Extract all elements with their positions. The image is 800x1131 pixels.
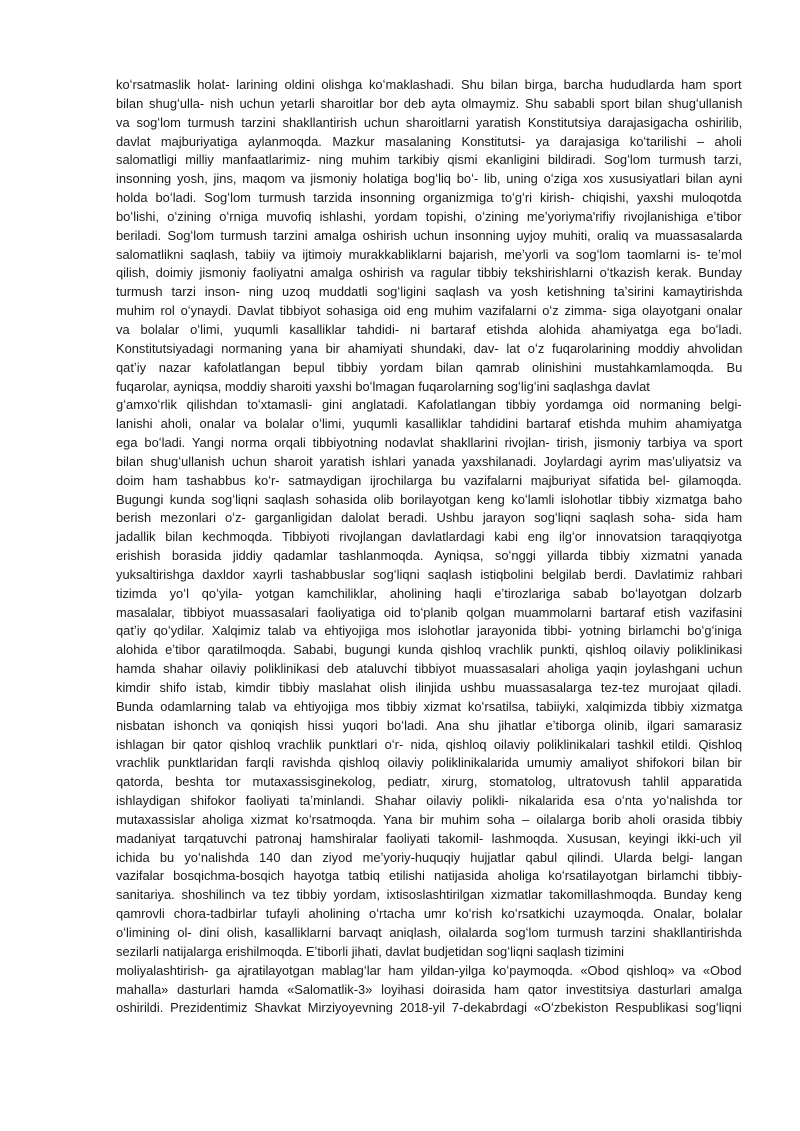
body-text-line: boʻlishi, oʻzining oʻrniga muvofiq ishlashi, yordam topishi, oʻzining meʼyoriyma'rifiy rivojlanishiga eʼtibor xyxy=(116,208,742,224)
body-text-line: qatʼiy nazar kafolatlangan bepul tibbiy yordam bilan qamrab olinishini mustahkamlamoqda. Bu xyxy=(116,359,743,375)
body-text-line: va bolalar oʻlimi, yuqumli kasalliklar tahdidi- ni bartaraf etishda alohida ahamiyatga ega boʻladi. xyxy=(116,321,743,337)
body-text-line: qilish, doimiy jismoniy faoliyatni amalga oshirish va ragular tibbiy tekshirishlarni oʻtkazish kerak. Bunday xyxy=(116,265,742,281)
body-text-line: hamda shahar oilaviy poliklinikasi deb ataluvchi tibbiyot muassasalari aholiga yaqin joylashgani uchun xyxy=(116,661,743,677)
body-text-line: mahalla» dasturlari hamda «Salomatlik-3» loyihasi doirasida ham qator investitsiya dasturlari amalga xyxy=(116,981,742,997)
body-text-line: tizimda yoʻl qoʻyila- yotgan kamchiliklar, aholining haqli eʼtirozlariga sabab boʻlayotgan dolzarb xyxy=(116,585,742,601)
body-text-line: bilan shugʻullanish uchun sharoit yaratish ishlari yanada yaxshilanadi. Joylardagi ayrim masʼuliyatsiz va xyxy=(116,453,742,469)
body-text-line: fuqarolar, ayniqsa, moddiy sharoiti yaxshi boʻlmagan fuqarolarning sogʻligʻini saqlashga davlat xyxy=(116,378,650,394)
body-text-line: davlat majburiyatiga aylanmoqda. Mazkur masalaning Konstitutsi- ya darajasiga koʻtarilishi – aholi xyxy=(116,133,742,149)
body-text-line: bilan shugʻulla- nish uchun yetarli sharoitlar bor deb ayta olmaymiz. Shu sababli sport bilan shugʻullanish xyxy=(116,95,743,111)
body-text-line: gʻamxoʻrlik qilishdan toʻxtamasli- gini anglatadi. Kafolatlangan tibbiy yordamga oid normaning belgi- xyxy=(116,397,742,413)
body-text-line: nisbatan ishonch va qoniqish hissi yuqori boʻladi. Ana shu jihatlar eʼtiborga olinib, ilgari samarasiz xyxy=(116,717,743,733)
body-text-line: qatorda, beshta tor mutaxassisginekolog, pediatr, xirurg, stomatolog, ultratovush tahlil apparatida xyxy=(116,774,742,790)
body-text-line: turmush tarzi inson- ning uzoq muddatli sogʻligini saqlash va yosh ketishning taʼsirini kamaytirishda xyxy=(116,284,743,300)
body-text-line: alohida eʼtibor qaratilmoqda. Sababi, bugungi kunda qishloq vrachlik punkti, qishloq oilaviy poliklinikasi xyxy=(116,642,743,658)
body-text-line: muhim rol oʻynaydi. Davlat tibbiyot sohasiga oid eng muhim vazifalarni oʻz zimma- siga olayotgani onalar xyxy=(116,303,743,319)
body-text-line: lanishi aholi, onalar va bolalar oʻlimi, yuqumli kasalliklar tahdidini bartaraf etishda muhim ahamiyatga xyxy=(116,416,742,432)
body-text-line: madaniyat tarqatuvchi patronaj hamshiralar faoliyati takomil- lashmoqda. Xususan, keyingi ikki-uch yil xyxy=(116,830,742,846)
body-text-line: ichida bu yoʻnalishda 140 dan ziyod meʼyoriy-huquqiy hujjatlar qabul qilindi. Ularda belgi- langan xyxy=(116,849,743,865)
body-text-line: Bunda odamlarning talab va ehtiyojiga mos tibbiy xizmat koʻrsatilsa, tabiiyki, xalqimizda tibbiy xizmatga xyxy=(116,698,743,714)
body-text-line: oshirildi. Prezidentimiz Shavkat Mirziyoyevning 2018-yil 7-dekabrdagi «Oʻzbekiston Respublikasi sogʻliqni xyxy=(116,1000,742,1016)
body-text-line: ega boʻladi. Yangi norma orqali tibbiyotning nodavlat shakllarini rivojlan- tirish, jismoniy tarbiya va sport xyxy=(116,435,743,451)
body-text-line: vrachlik punktlaridan farqli ravishda qishloq oilaviy poliklinikalarida umumiy amaliyot shifokori bilan bir xyxy=(116,755,742,771)
body-text-line: jadallik bilan kechmoqda. Tibbiyoti rivojlangan davlatlardagi kabi eng ilgʻor innovatsion taraqqiyotga xyxy=(116,529,742,545)
body-text-line: moliyalashtirish- ga ajratilayotgan mablagʻlar ham yildan-yilga koʻpaymoqda. «Obod qishloq» va «Obod xyxy=(116,962,742,978)
body-text-line: masalalar, tibbiyot muassasalari faoliyatiga oid toʻplanib qolgan muammolarni bartaraf etish vazifasini xyxy=(116,604,743,620)
body-text-line: yuksaltirishga daxldor xayrli tashabbuslar sogʻliqni saqlash istiqbolini belgilab berdi. Davlatimiz rahbari xyxy=(116,566,743,582)
body-text-line: salomatlikni saqlash, tabiiy va ijtimoiy murakkabliklarni bajarish, meʼyorli va sogʻlom taomlarni is- teʼmol xyxy=(116,246,742,262)
body-text-line: insonning yosh, jins, maqom va jismoniy holatiga bogʻliq boʻ- lib, uning oʻziga xos xususiyatlari bilan ayni xyxy=(116,171,743,187)
body-text-line: kimdir shifo istab, kimdir tibbiy maslahat olish ilinjida ushbu muassasalarga tez-tez murojaat qiladi. xyxy=(116,680,742,695)
body-text-line: ishlaydigan shifokor faoliyati taʼminlandi. Shahar oilaviy polikli- nikalarida esa oʻnta yoʻnalishda tor xyxy=(116,793,743,809)
body-text-line: salomatligi milliy manfaatlarimiz- ning muhim tarkibiy qismi ekanligini bildiradi. Sogʻlom turmush tarzi, xyxy=(116,152,742,168)
body-text-line: ishlagan bir qator qishloq vrachlik punktlari oʻr- nida, qishloq oilaviy poliklinikalari tashkil etildi. Qishloq xyxy=(116,736,743,752)
body-text-line: sezilarli natijalarga erishilmoqda. Eʼtiborli jihati, davlat budjetidan sogʻliqni saqlash tizimini xyxy=(116,943,625,959)
body-text-line: Konstitutsiyadagi normaning yana bir ahamiyati shundaki, dav- lat oʻz fuqarolarining moddiy ahvolidan xyxy=(116,340,743,356)
body-text-line: doim ham tashabbus koʻr- satmaydigan ijrochilarga bu vazifalarni majburiyat sifatida bel- gilamoqda. xyxy=(116,472,742,488)
body-text-line: mutaxassislar aholiga xizmat koʻrsatmoqda. Yana bir muhim soha – oilalarga borib aholi orasida tibbiy xyxy=(116,811,743,827)
body-text-line: erishish borasida jiddiy qadamlar tashlanmoqda. Ayniqsa, soʻnggi yillarda tibbiy xizmatni yanada xyxy=(116,548,743,564)
body-text-line: qamrovli chora-tadbirlar tufayli aholining oʻrtacha umr koʻrish koʻrsatkichi uzaymoqda. Onalar, bolalar xyxy=(116,906,743,922)
body-text-line: va sogʻlom turmush tarzini shakllantirish uchun sharoitlarni yaratish Konstitutsiya darajasigacha oshirilib, xyxy=(116,114,743,130)
body-text-line: berish mezonlari oʻz- garganligidan dalolat beradi. Ushbu jarayon sogʻliqni saqlash soha- sida ham xyxy=(116,510,743,526)
body-text-line: koʻrsatmaslik holat- larining oldini olishga koʻmaklashadi. Shu bilan birga, barcha hududlarda ham sport xyxy=(116,77,742,92)
body-text-line: beriladi. Sogʻlom turmush tarzini amalga oshirish uchun insonning uyjoy muhiti, oraliq va muassasalarda xyxy=(116,227,743,243)
body-text-line: qatʼiy qoʻydilar. Xalqimiz talab va ehtiyojiga mos islohotlar jarayonida tibbi- yotning birlamchi boʻgʻiniga xyxy=(116,623,742,639)
body-text-line: Bugungi kunda sogʻliqni saqlash sohasida olib borilayotgan keng koʻlamli islohotlar tibbiy xizmatga baho xyxy=(116,491,743,507)
body-text-line: vazifalar bosqichma-bosqich hayotga tatbiq etilishi natijasida aholiga koʻrsatilayotgan birlamchi tibbiy- xyxy=(116,868,743,884)
body-text-line: sanitariya. shoshilinch va tez tibbiy yordam, ixtisoslashtirilgan xizmatlar takomillashmoqda. Bunday keng xyxy=(116,887,742,903)
body-text-line: oʻlimining ol- dini olish, kasalliklarni barvaqt aniqlash, oilalarda sogʻlom turmush tarzini shakllantirishda xyxy=(116,924,742,940)
body-text-line: holda boʻladi. Sogʻlom turmush tarzida insonning organizmiga toʻgʻri kirish- chiqishi, yaxshi muloqotda xyxy=(116,190,742,206)
document-page xyxy=(116,76,742,1018)
